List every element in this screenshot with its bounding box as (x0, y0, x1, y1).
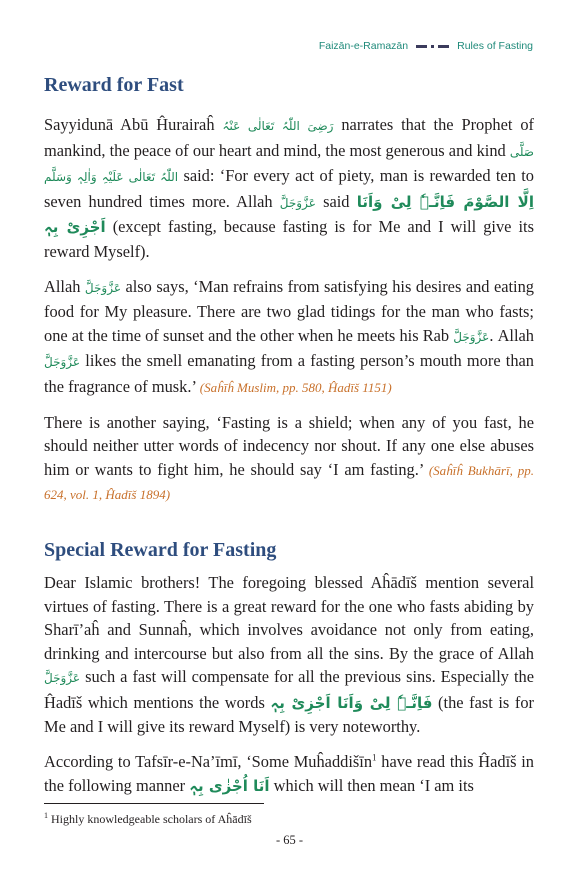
header-book-title: Faizān-e-Ramazān (318, 40, 409, 52)
honorific-azza-wa-jal: عَزَّوَجَلَّ (84, 280, 121, 295)
honorific-azza-wa-jal: عَزَّوَجَلَّ (44, 355, 81, 370)
page-body (44, 68, 534, 798)
footnote-divider (44, 803, 264, 804)
paragraph-reward-3: There is another saying, ‘Fasting is a shield; when any of you fast, he should neither utter words of indecency nor shout. If any one else abuses him or wants to fight him, he should say ‘I am fasting.’ (Saĥīĥ Bukhārī, pp. 624, vol. 1, Ĥadīš 1894) (44, 412, 534, 503)
honorific-razi-allah: رَضِیَ اللّٰہُ تَعَالٰی عَنْہُ (222, 119, 334, 133)
footnote-text: Highly knowledgeable scholars of Aĥādīš (48, 812, 252, 826)
page-number: - 65 - (275, 833, 304, 847)
header-chapter-title: Rules of Fasting (457, 40, 533, 52)
honorific-azza-wa-jal: عَزَّوَجَلَّ (279, 195, 316, 210)
arabic-quote: فَاِنَّـہٗ لِیْ وَاَنَا اَجْزِیْ بِہٖ (270, 693, 433, 712)
section-title-reward-for-fast: Reward for Fast (44, 74, 184, 96)
arabic-quote: اَنَا اُجْزٰی بِہٖ (189, 776, 270, 795)
paragraph-special-1: Dear Islamic brothers! The foregoing blessed Aĥādīš mention several virtues of fasting. There is a great reward for the one who fasts abiding by Sharī’aĥ and Sunnaĥ, which involves avoidance not only from eating, drinking and intercourse but also from all the sins. By the grace of Allah عَزَّوَجَلَّ such a fast will compensate for all the previous sins. Especially the Ĥadīš which mentions the words فَاِنَّـہٗ لِیْ وَاَنَا اَجْزِیْ بِہٖ (the fast is for Me and I will give its reward Myself) is very noteworthy. (44, 572, 535, 737)
footnote-marker: 1 (372, 752, 377, 763)
paragraph-special-2: According to Tafsīr-e-Na’īmī, ‘Some Muĥaddišīn$^1$ have read this Ĥadīš in the following manner اَنَا اُجْزٰی بِہٖ which will then mean ‘I am its (44, 752, 534, 795)
paragraph-reward-2: Allah عَزَّوَجَلَّ also says, ‘Man refrains from satisfying his desires and eating food for My pleasure. There are two glad tidings for the man who fasts; one at the time of sunset and the other when he meets his Rab عَزَّوَجَلَّ. Allah عَزَّوَجَلَّ likes the smell emanating from a fasting person’s mouth more than the fragrance of musk.’ (Saĥīĥ Muslim, pp. 580, Ĥadīš 1151) (44, 276, 535, 396)
footnote (44, 812, 252, 827)
header-separator-icon (416, 45, 449, 48)
footnote-number: 1 (44, 811, 48, 820)
honorific-azza-wa-jal: عَزَّوَجَلَّ (44, 671, 81, 686)
paragraph-reward-1: Sayyidunā Abū Ĥurairaĥ رَضِیَ اللّٰہُ تَعَالٰی عَنْہُ narrates that the Prophet of mankind, the peace of our heart and mind, the most generous and kind صَلَّی اللّٰہُ تَعَالٰی عَلَیْہِ وَاٰلِہٖ وَسَلَّم said: ‘For every act of piety, man is rewarded ten to seven hundred times more. Allah عَزَّوَجَلَّ said اِلَّا الصَّوْمَ فَاِنَّـہٗ لِیْ وَاَنَا اَجْزِیْ بِہٖ (except fasting, because fasting is for Me and I will give its reward Myself). (44, 115, 535, 261)
running-header (319, 40, 533, 52)
arabic-quote: اِلَّا الصَّوْمَ فَاِنَّـہٗ لِیْ وَاَنَا اَجْزِیْ بِہٖ (44, 192, 534, 237)
reference-citation: (Saĥīĥ Muslim, pp. 580, Ĥadīš 1151) (199, 379, 392, 395)
reference-citation: (Saĥīĥ Bukhārī, pp. 624, vol. 1, Ĥadīš 1894) (44, 462, 534, 503)
section-title-special-reward: Special Reward for Fasting (44, 538, 277, 561)
honorific-salawat: صَلَّی اللّٰہُ تَعَالٰی عَلَیْہِ وَاٰلِہٖ وَسَلَّم (44, 144, 534, 185)
honorific-azza-wa-jal: عَزَّوَجَلَّ (453, 329, 490, 344)
